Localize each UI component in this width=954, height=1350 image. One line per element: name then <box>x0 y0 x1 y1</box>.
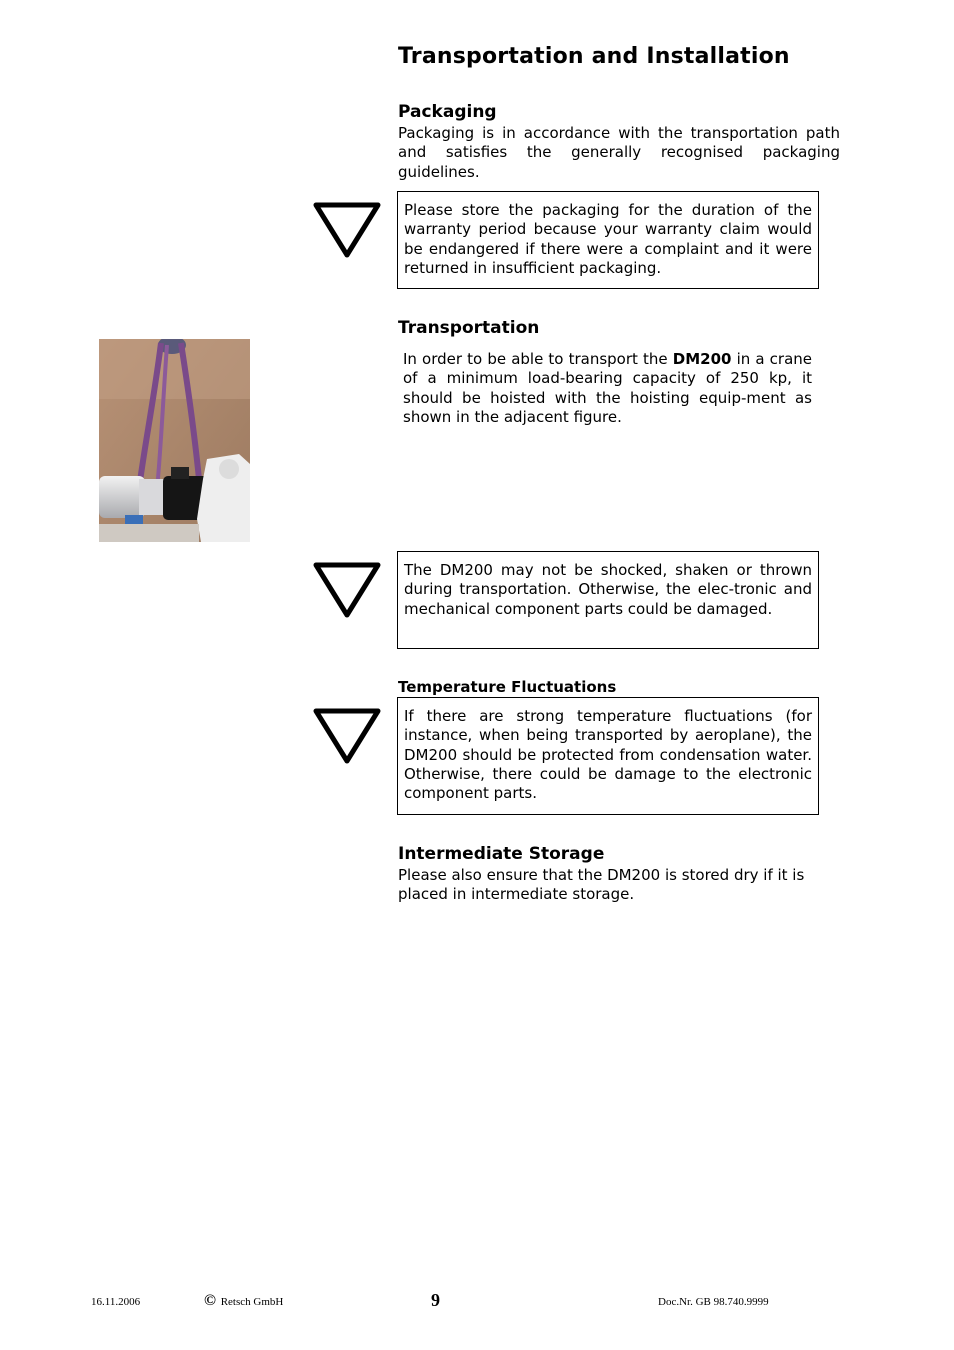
model-name: DM200 <box>672 350 732 368</box>
temperature-notice: If there are strong temperature fluctuations (for instance, when being transported by aeroplane), the DM200 should be protected from condensation water. Otherwise, there could be damage to the electronic component parts. <box>397 697 819 815</box>
transportation-notice: The DM200 may not be shocked, shaken or thrown during transportation. Otherwise, the elec-tronic and mechanical component parts could be damaged. <box>397 551 819 649</box>
footer-company: Retsch GmbH <box>220 1296 284 1308</box>
copyright-icon <box>204 1292 283 1310</box>
storage-text: Please also ensure that the DM200 is stored dry if it is placed in intermediate storage. <box>398 866 805 904</box>
hoisting-photo <box>99 339 250 542</box>
copyright-symbol: © <box>204 1292 216 1309</box>
warning-triangle-icon <box>312 201 382 261</box>
warning-triangle-icon <box>312 561 382 621</box>
transportation-text <box>403 350 812 427</box>
packaging-notice: Please store the packaging for the duration of the warranty period because your warranty claim would be endangered if there were a complaint and it were returned in insufficient packaging. <box>397 191 819 289</box>
packaging-heading: Packaging <box>398 102 497 122</box>
warning-triangle-icon <box>312 707 382 767</box>
transportation-text-start: In order to be able to transport the <box>403 350 673 368</box>
footer-date: 16.11.2006 <box>91 1296 141 1308</box>
storage-heading: Intermediate Storage <box>398 844 605 864</box>
page-title: Transportation and Installation <box>398 44 790 69</box>
page-number: 9 <box>431 1290 440 1310</box>
packaging-text: Packaging is in accordance with the transportation path and satisfies the generally recognised packaging guidelines. <box>398 124 840 181</box>
temperature-heading: Temperature Fluctuations <box>398 678 617 696</box>
transportation-heading: Transportation <box>398 318 540 338</box>
footer-doc-nr: Doc.Nr. GB 98.740.9999 <box>658 1296 769 1308</box>
transportation-text-end: in a crane of a minimum load-bearing capacity of 250 kp, it should be hoisted with the hoisting equip-ment as shown in the adjacent figure. <box>403 350 813 426</box>
